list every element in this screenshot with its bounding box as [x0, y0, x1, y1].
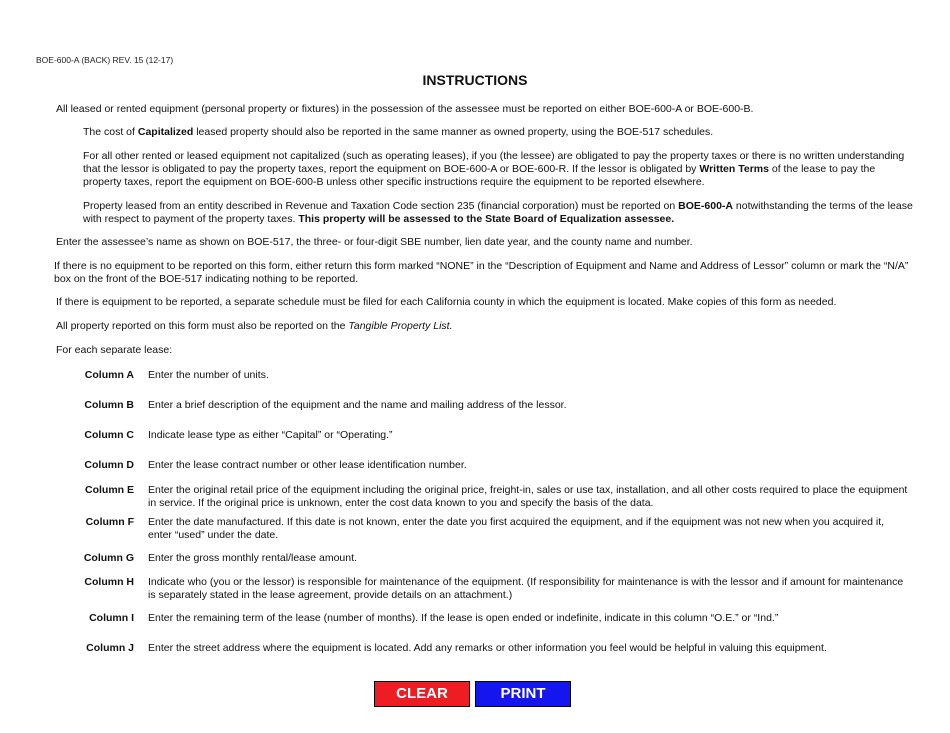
intro-paragraph: All leased or rented equipment (personal property or fixtures) in the possession of the assessee must be reported on either BOE-600-A or BOE-600-B.: [56, 103, 754, 115]
column-label: Column B: [84, 399, 134, 411]
clear-button[interactable]: CLEAR: [374, 681, 470, 707]
no-equipment-paragraph: If there is no equipment to be reported on this form, either return this form marked “NONE” in the “Description of Equipment and Name and Address of Lessor” column or mark the “N/A” box on the front of the BOE-517 indicating nothing to be reported.: [54, 260, 909, 285]
column-label: Column J: [86, 642, 134, 654]
separate-schedule-paragraph: If there is equipment to be reported, a separate schedule must be filed for each California county in which the equipment is located. Make copies of this form as needed.: [56, 296, 837, 308]
column-label: Column G: [83, 552, 134, 564]
column-label: Column F: [85, 516, 134, 528]
column-text: Indicate lease type as either “Capital” or “Operating.”: [148, 429, 393, 441]
enter-name-paragraph: Enter the assessee’s name as shown on BOE-517, the three- or four-digit SBE number, lien date year, and the county name and number.: [56, 236, 693, 248]
column-text: Enter the street address where the equipment is located. Add any remarks or other information you feel would be helpful in valuing this equipment.: [148, 642, 827, 654]
form-id: BOE-600-A (BACK) REV. 15 (12-17): [36, 55, 174, 65]
column-label: Column A: [84, 369, 134, 381]
column-label: Column I: [89, 612, 134, 624]
print-button[interactable]: PRINT: [475, 681, 571, 707]
column-label: Column D: [84, 459, 134, 471]
page-title: INSTRUCTIONS: [422, 72, 528, 88]
column-label: Column E: [85, 484, 134, 496]
column-text: Enter the number of units.: [148, 369, 269, 381]
column-text: Enter the date manufactured. If this date is not known, enter the date you first acquired the equipment, and if the equipment was not new when you acquired it, enter “used” under the date.: [148, 516, 885, 541]
financial-entity-paragraph: Property leased from an entity described in Revenue and Taxation Code section 235 (financial corporation) must be reported on BOE-600-A notwithstanding the terms of the lease with respect to payment of the property taxes. This property will be assessed to the State Board of Equalization assessee.: [83, 200, 913, 225]
column-text: Enter the gross monthly rental/lease amount.: [148, 552, 357, 564]
column-label: Column C: [84, 429, 134, 441]
capitalized-paragraph: The cost of Capitalized leased property should also be reported in the same manner as owned property, using the BOE-517 schedules.: [83, 126, 714, 138]
column-text: Enter the remaining term of the lease (number of months). If the lease is open ended or indefinite, indicate in this column “O.E.” or “Ind.”: [148, 612, 779, 624]
other-leases-paragraph: For all other rented or leased equipment not capitalized (such as operating leases), if you (the lessee) are obligated to pay the property taxes or there is no written understanding that the lessor is obligated to pay the property taxes, report the equipment on BOE-600-A or BOE-600-R. If the lessor is obligated by Written Terms of the lease to pay the property taxes, report the equipment on BOE-600-B unless other specific instructions require the equipment to be reported elsewhere.: [83, 150, 905, 188]
column-text: Enter the original retail price of the equipment including the original price, freight-in, sales or use tax, installation, and all other costs required to place the equipment in service. If the original price is unknown, enter the cost data known to you and specify the basis of the data.: [148, 484, 908, 509]
column-text: Indicate who (you or the lessor) is responsible for maintenance of the equipment. (If responsibility for maintenance is with the lessor and if amount for maintenance is separately stated in the lease agreement, provide details on an attachment.): [148, 576, 904, 601]
column-label: Column H: [84, 576, 134, 588]
tangible-list-paragraph: All property reported on this form must also be reported on the Tangible Property List.: [56, 320, 453, 332]
column-text: Enter a brief description of the equipment and the name and mailing address of the lessor.: [148, 399, 567, 411]
each-lease-heading: For each separate lease:: [56, 344, 173, 356]
column-text: Enter the lease contract number or other lease identification number.: [148, 459, 467, 471]
